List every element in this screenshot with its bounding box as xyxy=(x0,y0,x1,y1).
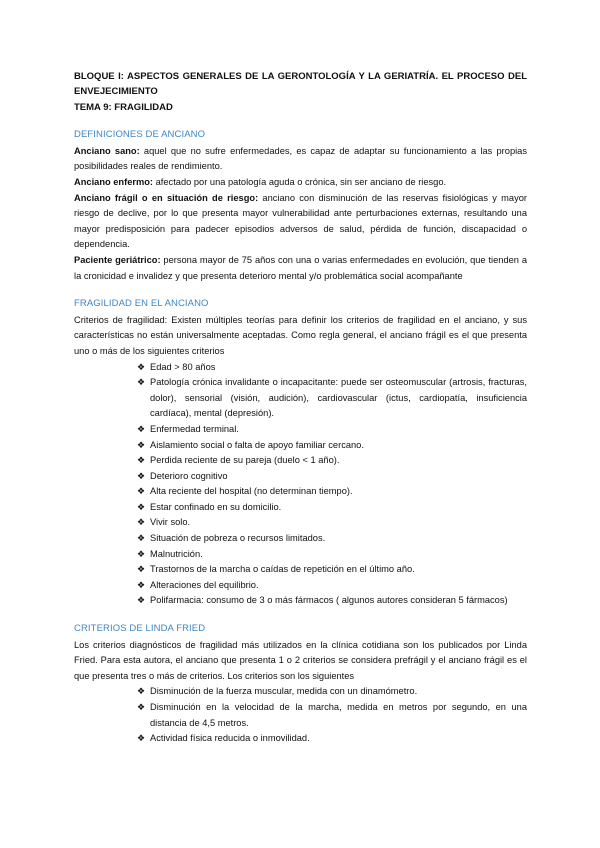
definition-paciente-geriatrico xyxy=(74,253,527,284)
list-item-text: Vivir solo. xyxy=(150,517,191,528)
list-item-text: Disminución en la velocidad de la marcha, medida en metros por segundo, en una distancia de 4,5 metros. xyxy=(150,702,527,728)
list-item xyxy=(137,422,527,438)
list-item-text: Enfermedad terminal. xyxy=(150,423,239,434)
diamond-bullet-icon: ❖ xyxy=(137,733,146,744)
section-heading-definiciones: DEFINICIONES DE ANCIANO xyxy=(74,129,206,141)
fragilidad-intro: Criterios de fragilidad: Existen múltiples teorías para definir los criterios de fragilidad en el anciano, y sus características no están universalmente aceptadas. Como regla general, el anciano frágil es el que presenta uno o más de los siguientes criterios xyxy=(74,314,527,356)
definition-term: Paciente geriátrico: xyxy=(74,254,161,265)
definition-text: afectado por una patología aguda o crónica, sin ser anciano de riesgo. xyxy=(153,177,447,187)
list-item-text: Trastornos de la marcha o caídas de repetición en el último año. xyxy=(150,564,415,575)
list-item xyxy=(137,547,527,563)
list-item xyxy=(137,500,527,516)
definition-term: Anciano frágil o en situación de riesgo: xyxy=(74,192,259,203)
diamond-bullet-icon: ❖ xyxy=(137,455,146,466)
list-item xyxy=(137,593,527,609)
block-title: BLOQUE I: ASPECTOS GENERALES DE LA GERONTOLOGÍA Y LA GERIATRÍA. EL PROCESO DEL ENVEJECIMIENTO xyxy=(74,71,527,98)
list-item xyxy=(137,562,527,578)
fried-intro: Los criterios diagnósticos de fragilidad más utilizados en la clínica cotidiana son los publicados por Linda Fried. Para esta autora, el anciano que presenta 1 o 2 criterios se considera prefrágil y el anciano frágil es el que presenta tres o más de criterios. Los criterios son los siguientes xyxy=(74,639,527,681)
list-item xyxy=(137,531,527,547)
list-item-text: Perdida reciente de su pareja (duelo < 1 año). xyxy=(150,455,340,466)
definition-term: Anciano enfermo: xyxy=(74,177,154,187)
list-item xyxy=(137,731,527,747)
diamond-bullet-icon: ❖ xyxy=(137,361,146,372)
diamond-bullet-icon: ❖ xyxy=(137,517,146,528)
list-item xyxy=(137,438,527,454)
list-item xyxy=(137,469,527,485)
section-heading-fried: CRITERIOS DE LINDA FRIED xyxy=(74,623,206,635)
diamond-bullet-icon: ❖ xyxy=(137,439,146,450)
diamond-bullet-icon: ❖ xyxy=(137,686,146,697)
list-item xyxy=(137,700,527,731)
definition-text: persona mayor de 75 años con una o varias enfermedades en evolución, que tienden a la cronicidad e invalidez y que presenta deterioro mental y/o problemática social acompañante xyxy=(74,254,527,281)
list-item xyxy=(137,453,527,469)
diamond-bullet-icon: ❖ xyxy=(137,501,146,512)
section-fragilidad xyxy=(74,296,527,609)
list-item-text: Actividad física reducida o inmovilidad. xyxy=(150,733,310,744)
diamond-bullet-icon: ❖ xyxy=(137,533,146,544)
list-item xyxy=(137,515,527,531)
list-item-text: Estar confinado en su domicilio. xyxy=(150,501,282,512)
diamond-bullet-icon: ❖ xyxy=(137,548,146,559)
fragilidad-criteria-list xyxy=(74,360,527,610)
diamond-bullet-icon: ❖ xyxy=(137,486,146,497)
diamond-bullet-icon: ❖ xyxy=(137,579,146,590)
definition-term: Anciano sano: xyxy=(74,145,140,156)
definition-anciano-enfermo xyxy=(74,175,527,191)
diamond-bullet-icon: ❖ xyxy=(137,377,146,388)
list-item-text: Edad > 80 años xyxy=(150,361,216,372)
list-item-text: Alteraciones del equilibrio. xyxy=(150,579,259,590)
list-item xyxy=(137,484,527,500)
list-item-text: Polifarmacia: consumo de 3 o más fármacos ( algunos autores consideran 5 fármacos) xyxy=(150,595,508,606)
list-item-text: Alta reciente del hospital (no determinan tiempo). xyxy=(150,486,353,497)
list-item xyxy=(137,375,527,422)
list-item-text: Malnutrición. xyxy=(150,548,203,559)
section-fried xyxy=(74,621,527,747)
topic-title: TEMA 9: FRAGILIDAD xyxy=(74,101,173,113)
definition-anciano-fragil xyxy=(74,191,527,253)
list-item xyxy=(137,360,527,376)
diamond-bullet-icon: ❖ xyxy=(137,702,146,712)
list-item-text: Disminución de la fuerza muscular, medida con un dinamómetro. xyxy=(150,686,418,697)
list-item-text: Patología crónica invalidante o incapacitante: puede ser osteomuscular (artrosis, fracturas, dolor), sensorial (visión, audición), cardiovascular (ictus, cardiopatía, insuficiencia cardíaca), mental (depresión). xyxy=(150,377,527,419)
diamond-bullet-icon: ❖ xyxy=(137,564,146,575)
list-item xyxy=(137,578,527,594)
definition-anciano-sano xyxy=(74,144,527,175)
section-heading-fragilidad: FRAGILIDAD EN EL ANCIANO xyxy=(74,298,209,310)
list-item-text: Aislamiento social o falta de apoyo familiar cercano. xyxy=(150,439,364,450)
list-item-text: Situación de pobreza o recursos limitados. xyxy=(150,533,326,544)
fried-criteria-list xyxy=(74,684,527,746)
list-item-text: Deterioro cognitivo xyxy=(150,470,228,481)
list-item xyxy=(137,684,527,700)
diamond-bullet-icon: ❖ xyxy=(137,595,146,606)
definition-text: anciano con disminución de las reservas fisiológicas y mayor riesgo de declive, por lo que presenta mayor vulnerabilidad ante perturbaciones externas, resultando una mayor predisposición para padecer episodios adversos de salud, pérdida de función, discapacidad o dependencia. xyxy=(74,192,528,250)
definition-text: aquel que no sufre enfermedades, es capaz de adaptar su funcionamiento a las propias posibilidades reales de rendimiento. xyxy=(74,145,527,172)
diamond-bullet-icon: ❖ xyxy=(137,470,146,481)
diamond-bullet-icon: ❖ xyxy=(137,423,146,434)
section-definiciones xyxy=(74,127,527,284)
